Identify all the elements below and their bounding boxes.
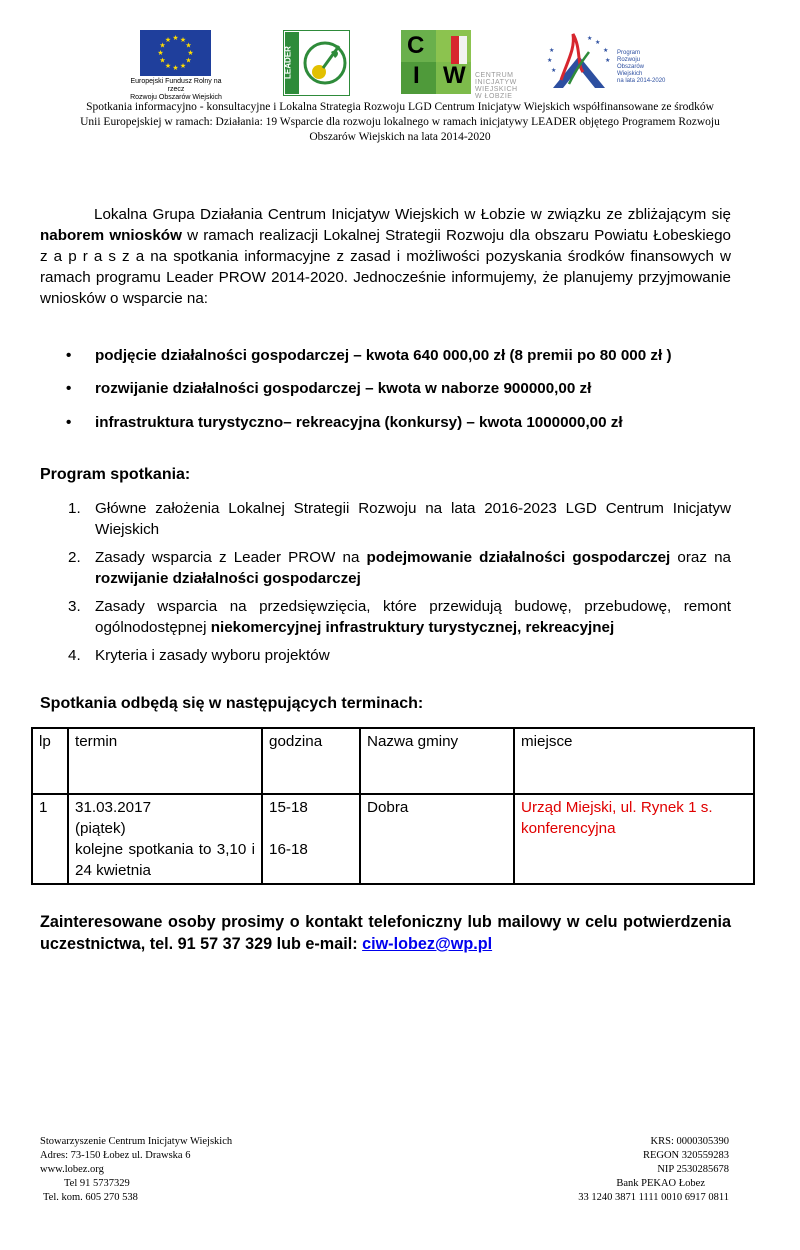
svg-text:★: ★ [179, 62, 187, 70]
leader-logo [283, 30, 350, 96]
prow-caption-line: Wiejskich [617, 71, 643, 77]
footer-bank: Bank PEKAO Łobez [616, 1178, 705, 1189]
program-item-text: Główne założenia Lokalnej Strategii Rozwoju na lata 2016-2023 LGD Centrum Inicjatyw Wiejskich [95, 500, 731, 538]
program-item-text: Kryteria i zasady wyboru projektów [95, 647, 330, 664]
program-item-bold: podejmowanie działalności gospodarczej [366, 549, 671, 566]
svg-text:★: ★ [164, 62, 172, 70]
email-link[interactable]: ciw-lobez@wp.pl [362, 935, 493, 953]
program-list [40, 498, 731, 666]
termin-day: (piątek) [75, 820, 126, 837]
ciw-caption-line: W ŁOBZIE [475, 93, 513, 100]
godzina-2: 16-18 [269, 841, 308, 858]
svg-text:★: ★ [157, 49, 164, 57]
ciw-caption-line: CENTRUM [475, 72, 514, 79]
svg-text:★: ★ [172, 64, 179, 72]
bullet-icon: • [66, 414, 72, 431]
cell-lp: 1 [32, 794, 68, 884]
list-number: 2. [68, 549, 81, 566]
ciw-letter-w: W [443, 62, 466, 89]
list-number: 1. [68, 500, 81, 517]
col-header-lp: lp [32, 728, 68, 794]
prow-caption-line: na lata 2014-2020 [617, 78, 666, 84]
contact-paragraph [40, 911, 731, 955]
svg-text:★: ★ [549, 47, 555, 54]
godzina-1: 15-18 [269, 799, 308, 816]
cell-godzina [262, 794, 360, 884]
bullet-text: rozwijanie działalności gospodarczej – kwota w naborze 900000,00 zł [95, 380, 592, 397]
program-item-bold: rozwijanie działalności gospodarczej [95, 570, 361, 587]
list-item [40, 345, 731, 366]
program-heading: Program spotkania: [40, 466, 191, 483]
intro-text: Lokalna Grupa Działania Centrum Inicjatyw Wiejskich w Łobzie w związku ze zbliżającym się [94, 206, 731, 223]
col-header-gmina: Nazwa gminy [360, 728, 514, 794]
svg-text:★: ★ [185, 41, 192, 50]
logo-row [0, 28, 800, 100]
footer-registration [578, 1135, 729, 1205]
program-item-text: Zasady wsparcia na przedsięwzięcia, które przewidują budowę, przebudowę, remont ogólnodostępnej [95, 598, 731, 636]
footer-address [40, 1135, 232, 1205]
ciw-caption-line: WIEJSKICH [475, 86, 518, 93]
svg-text:★: ★ [179, 36, 187, 44]
bullet-icon: • [66, 347, 72, 364]
intro-paragraph [40, 204, 731, 309]
prow-caption [617, 50, 665, 85]
termin-date: 31.03.2017 [75, 799, 152, 816]
ciw-letter-c: C [407, 32, 425, 59]
list-item [40, 547, 731, 589]
table-header-row [32, 728, 754, 794]
prow-caption-line: Rozwoju [617, 57, 641, 63]
footer-line: Stowarzyszenie Centrum Inicjatyw Wiejskich [40, 1136, 233, 1147]
contact-text: Zainteresowane osoby prosimy o kontakt telefoniczny lub mailowy w celu potwierdzenia uczestnictwa, tel. 91 57 37 329 lub e-mail: [40, 913, 731, 953]
svg-text:★: ★ [164, 36, 172, 44]
eu-fund-caption [128, 78, 224, 102]
svg-text:★: ★ [605, 57, 611, 64]
bullet-icon: • [66, 380, 72, 397]
prow-caption-line: Obszarów [617, 64, 645, 70]
eu-caption-line2: Rozwoju Obszarów Wiejskich [130, 94, 222, 101]
meetings-heading: Spotkania odbędą się w następujących terminach: [40, 695, 424, 712]
footer-line: KRS: 0000305390 [650, 1136, 729, 1147]
footer-mobile: Tel. kom. 605 270 538 [43, 1192, 138, 1203]
list-item [40, 596, 731, 638]
prow-caption-line: Program [617, 50, 641, 56]
funding-header-line: Obszarów Wiejskich na lata 2014-2020 [309, 131, 491, 143]
col-header-godzina: godzina [262, 728, 360, 794]
col-header-miejsce: miejsce [514, 728, 754, 794]
bullet-text: infrastruktura turystyczno– rekreacyjna (konkursy) – kwota 1000000,00 zł [95, 414, 623, 431]
prow-logo [543, 30, 615, 94]
list-item [40, 412, 731, 433]
footer-phone: Tel 91 5737329 [64, 1178, 130, 1189]
footer-line: NIP 2530285678 [657, 1164, 729, 1175]
eu-flag-logo [140, 30, 211, 76]
svg-text:★: ★ [547, 57, 553, 64]
ciw-logo [401, 30, 471, 94]
funding-bullet-list [40, 345, 731, 433]
footer-line: Adres: 73-150 Łobez ul. Drawska 6 [40, 1150, 191, 1161]
svg-text:★: ★ [587, 35, 593, 42]
program-item-text: Zasady wsparcia z Leader PROW na [95, 549, 367, 566]
ciw-caption [475, 72, 518, 100]
intro-bold-text: naborem wniosków [40, 227, 182, 244]
col-header-termin: termin [68, 728, 262, 794]
svg-text:★: ★ [159, 56, 166, 65]
list-item [40, 498, 731, 540]
list-number: 3. [68, 598, 81, 615]
svg-text:★: ★ [551, 67, 557, 74]
svg-text:★: ★ [603, 47, 609, 54]
footer-line: REGON 320559283 [642, 1150, 729, 1161]
ciw-caption-line: INICJATYW [475, 79, 517, 86]
funding-header-line: Unii Europejskiej w ramach: Działania: 19 Wsparcie dla rozwoju lokalnego w ramach inicjatywy LEADER objętego Programem Rozwoju [80, 116, 720, 128]
program-item-text: oraz na [670, 549, 731, 566]
svg-text:★: ★ [187, 49, 194, 57]
cell-gmina: Dobra [360, 794, 514, 884]
bullet-text: podjęcie działalności gospodarczej – kwota 640 000,00 zł (8 premii po 80 000 zł ) [95, 347, 672, 364]
table-row [32, 794, 754, 884]
schedule-table [31, 727, 755, 885]
funding-header-line: Spotkania informacyjno - konsultacyjne i Lokalna Strategia Rozwoju LGD Centrum Inicjatyw Wiejskich współfinansowane ze środków [86, 101, 714, 113]
leader-vertical-text: LEADER [283, 46, 293, 79]
intro-text: w ramach realizacji Lokalnej Strategii Rozwoju dla obszaru Powiatu Łobeskiego z a p r a s z a na spotkania informacyjne z zasad i możliwości pozyskania środków finansowych w ramach programu Leader PROW 2014-2020. Jednocześnie informujemy, że planujemy przyjmowanie wniosków o wsparcie na: [40, 227, 731, 307]
footer-website: www.lobez.org [40, 1164, 104, 1175]
list-item [40, 645, 731, 666]
termin-note: kolejne spotkania to 3,10 i 24 kwietnia [75, 841, 255, 879]
list-item [40, 378, 731, 399]
svg-text:★: ★ [595, 39, 601, 46]
svg-text:★: ★ [159, 41, 166, 50]
list-number: 4. [68, 647, 81, 664]
eu-caption-line1: Europejski Fundusz Rolny na rzecz [130, 78, 222, 93]
cell-termin [68, 794, 262, 884]
svg-text:★: ★ [172, 34, 179, 42]
cell-miejsce: Urząd Miejski, ul. Rynek 1 s. konferencyjna [514, 794, 754, 884]
footer-account: 33 1240 3871 1111 0010 6917 0811 [578, 1192, 729, 1203]
ciw-letter-i: I [413, 62, 420, 89]
program-item-bold: niekomercyjnej infrastruktury turystycznej, rekreacyjnej [210, 619, 615, 636]
svg-text:★: ★ [185, 56, 192, 65]
funding-header [40, 100, 760, 145]
